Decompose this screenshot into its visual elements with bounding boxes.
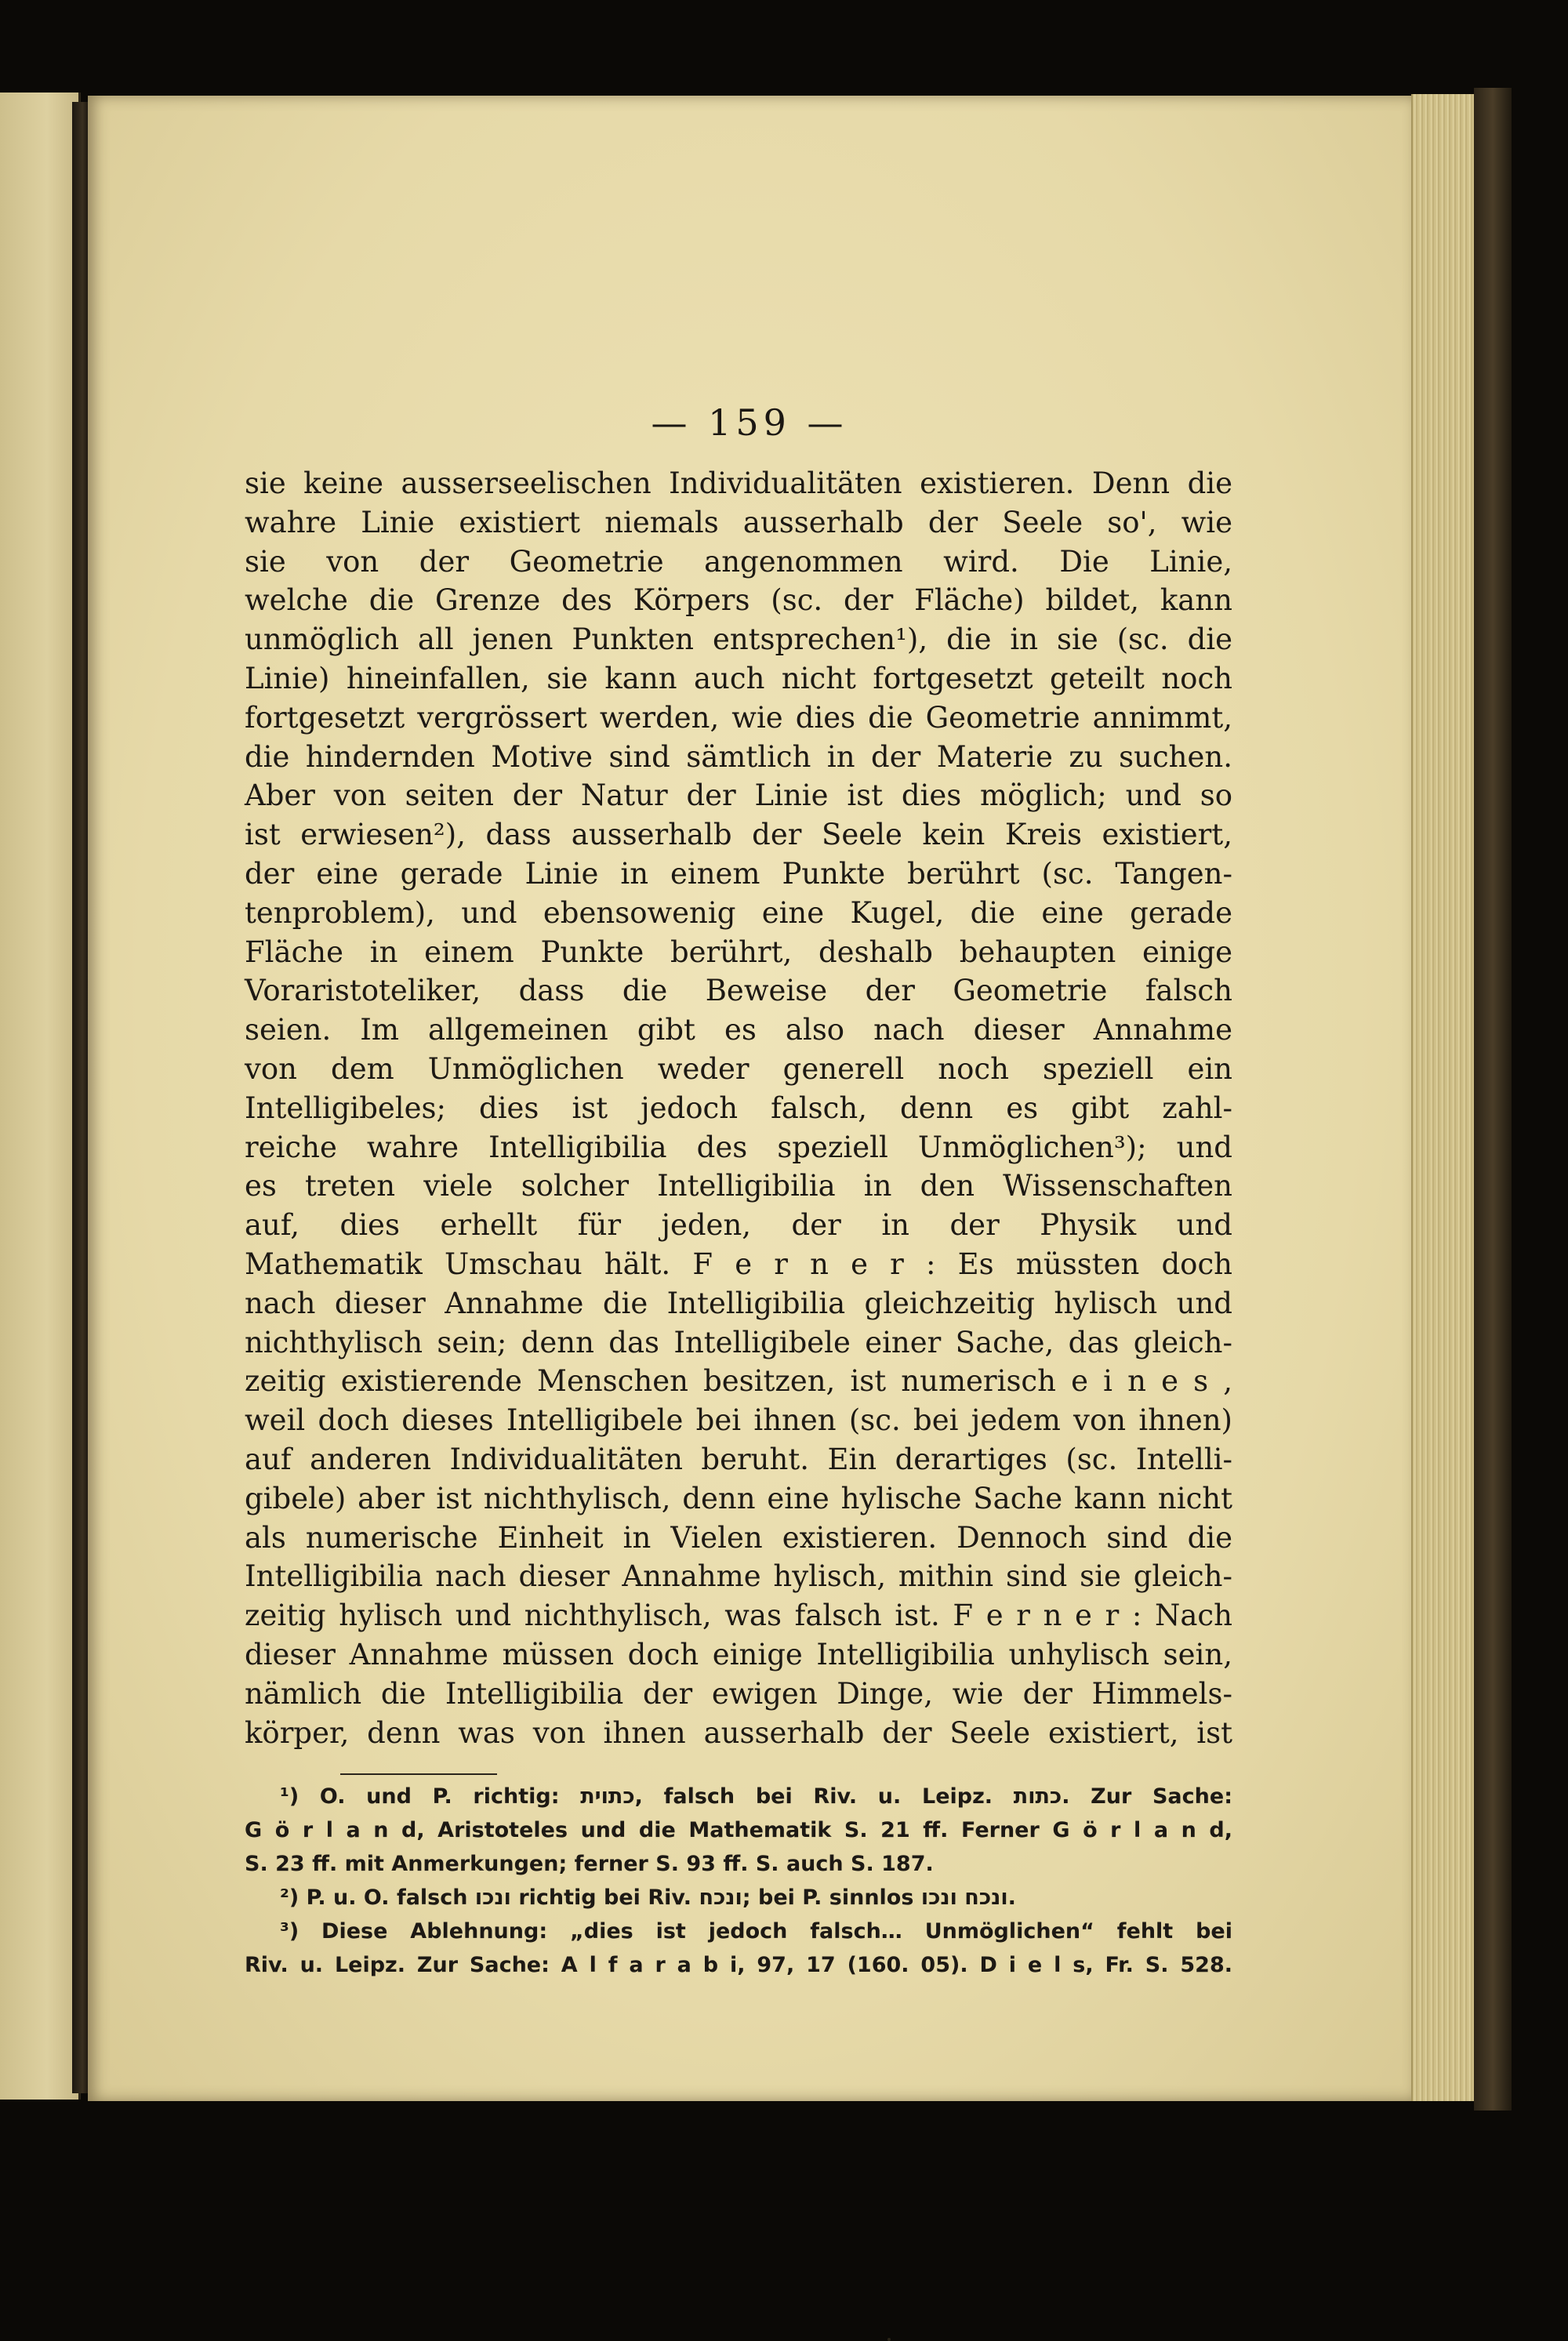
footnote-line: G ö r l a n d, Aristoteles und die Mathematik S. 21 ff. Ferner G ö r l a n d,: [245, 1818, 1232, 1842]
text-line: Mathematik Umschau hält. F e r n e r : Es müssten doch: [245, 1247, 1232, 1281]
text-line: seien. Im allgemeinen gibt es also nach dieser Annahme: [245, 1013, 1232, 1047]
book-page: [88, 96, 1411, 2101]
text-line: reiche wahre Intelligibilia des speziell Unmöglichen³); und: [245, 1130, 1232, 1164]
text-line: Voraristoteliker, dass die Beweise der Geometrie falsch: [245, 974, 1232, 1008]
text-line: fortgesetzt vergrössert werden, wie dies die Geometrie annimmt,: [245, 700, 1232, 735]
footnote-separator: [340, 1773, 497, 1775]
text-line: weil doch dieses Intelligibele bei ihnen (sc. bei jedem von ihnen): [245, 1403, 1232, 1438]
text-line: Linie) hineinfallen, sie kann auch nicht fortgesetzt geteilt noch: [245, 661, 1232, 695]
text-line: körper, denn was von ihnen ausserhalb der Seele existiert, ist: [245, 1715, 1232, 1750]
text-line: Aber von seiten der Natur der Linie ist dies möglich; und so: [245, 779, 1232, 813]
text-line: zeitig existierende Menschen besitzen, ist numerisch e i n e s ,: [245, 1364, 1232, 1399]
footnote-line: ³) Diese Ablehnung: „dies ist jedoch falsch… Unmöglichen“ fehlt bei: [280, 1919, 1232, 1944]
text-line: welche die Grenze des Körpers (sc. der Fläche) bildet, kann: [245, 583, 1232, 618]
text-line: ist erwiesen²), dass ausserhalb der Seele kein Kreis existiert,: [245, 818, 1232, 852]
text-line: zeitig hylisch und nichthylisch, was falsch ist. F e r n e r : Nach: [245, 1599, 1232, 1633]
text-line: sie keine ausserseelischen Individualitäten existieren. Denn die: [245, 466, 1232, 500]
footnote-line: Riv. u. Leipz. Zur Sache: A l f a r a b i, 97, 17 (160. 05). D i e l s, Fr. S. 528.: [245, 1953, 1232, 1977]
text-line: auf anderen Individualitäten beruht. Ein derartiges (sc. Intelli-: [245, 1442, 1232, 1476]
text-line: nämlich die Intelligibilia der ewigen Dinge, wie der Himmels-: [245, 1676, 1232, 1711]
book-cover-edge: [1474, 88, 1512, 2111]
paper-speck: [887, 2338, 891, 2341]
text-line: dieser Annahme müssen doch einige Intelligibilia unhylisch sein,: [245, 1637, 1232, 1671]
footnotes: [245, 1780, 1232, 1982]
text-line: gibele) aber ist nichthylisch, denn eine hylische Sache kann nicht: [245, 1481, 1232, 1515]
text-line: nach dieser Annahme die Intelligibilia gleichzeitig hylisch und: [245, 1286, 1232, 1320]
text-line: als numerische Einheit in Vielen existieren. Dennoch sind die: [245, 1520, 1232, 1555]
left-facing-page: [0, 93, 81, 2100]
book-gutter: [72, 102, 89, 2093]
text-line: nichthylisch sein; denn das Intelligibele einer Sache, das gleich-: [245, 1325, 1232, 1359]
text-line: auf, dies erhellt für jeden, der in der Physik und: [245, 1208, 1232, 1243]
text-line: wahre Linie existiert niemals ausserhalb der Seele so', wie: [245, 505, 1232, 539]
text-line: Fläche in einem Punkte berührt, deshalb behaupten einige: [245, 935, 1232, 969]
text-line: sie von der Geometrie angenommen wird. Die Linie,: [245, 544, 1232, 579]
body-text: [245, 464, 1232, 1752]
text-line: Intelligibeles; dies ist jedoch falsch, denn es gibt zahl-: [245, 1091, 1232, 1125]
footnote-line: ¹) O. und P. richtig: כתוית, falsch bei Riv. u. Leipz. כתות. Zur Sache:: [280, 1784, 1232, 1809]
text-line: Intelligibilia nach dieser Annahme hylisch, mithin sind sie gleich-: [245, 1559, 1232, 1594]
text-line: unmöglich all jenen Punkten entsprechen¹), die in sie (sc. die: [245, 622, 1232, 657]
text-line: der eine gerade Linie in einem Punkte berührt (sc. Tangen-: [245, 856, 1232, 891]
footnote-line: ²) P. u. O. falsch ונכו richtig bei Riv. ונכח; bei P. sinnlos ונכח ונכו.: [280, 1886, 1016, 1910]
text-line: tenproblem), und ebensowenig eine Kugel, die eine gerade: [245, 895, 1232, 930]
page-edges: [1411, 94, 1475, 2101]
text-line: die hindernden Motive sind sämtlich in der Materie zu suchen.: [245, 739, 1232, 774]
text-line: von dem Unmöglichen weder generell noch speziell ein: [245, 1051, 1232, 1086]
text-line: es treten viele solcher Intelligibilia in den Wissenschaften: [245, 1169, 1232, 1203]
page-number: — 159 —: [651, 401, 848, 444]
footnote-line: S. 23 ff. mit Anmerkungen; ferner S. 93 ff. S. auch S. 187.: [245, 1852, 934, 1876]
